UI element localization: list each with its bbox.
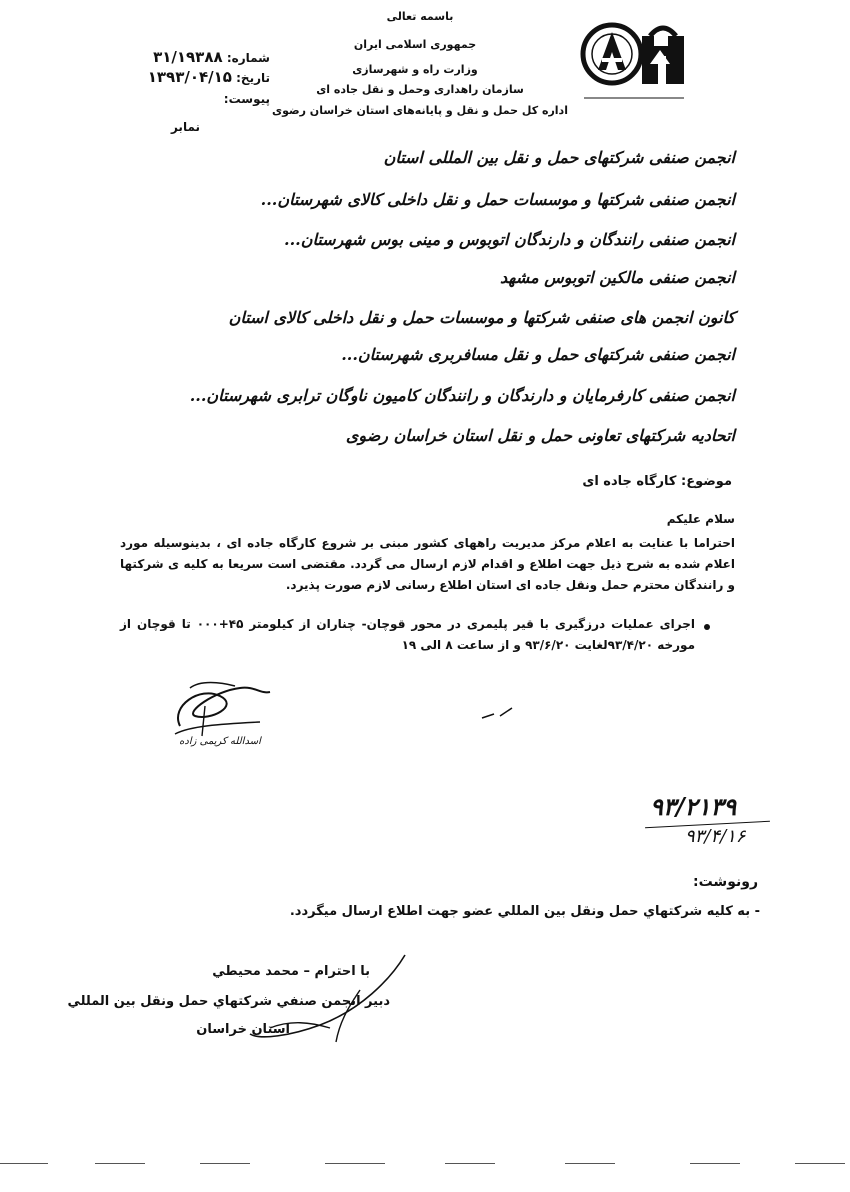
subject-value: کارگاه جاده ای bbox=[582, 474, 677, 489]
letter-date-row bbox=[125, 68, 270, 86]
department-title: اداره کل حمل و نقل و پایانه‌های استان خراسان رضوی bbox=[272, 104, 568, 117]
bullet-item: اجرای عملیات درزگیری با قیر پلیمری در محور قوچان- چناران از کیلومتر ۴۵+۰۰۰ تا قوچان از مورخه ۹۳/۴/۲۰لغایت ۹۳/۶/۲۰ و از ساعت ۸ الی ۱۹ bbox=[120, 617, 696, 652]
scan-artifact-line-6 bbox=[565, 1163, 615, 1164]
recipient-2: انجمن صنفی شرکتها و موسسات حمل و نقل داخلی کالای شهرستان... bbox=[260, 190, 735, 209]
scan-artifact-line-1 bbox=[0, 1163, 48, 1164]
recipient-4: انجمن صنفی مالکین اتوبوس مشهد bbox=[500, 268, 735, 287]
organization-title: سازمان راهداری وحمل و نقل جاده ای bbox=[316, 83, 524, 96]
signature bbox=[160, 676, 280, 756]
ink-mark bbox=[480, 702, 520, 722]
letter-number-row bbox=[140, 48, 270, 66]
copy-label: رونوشت: bbox=[693, 874, 758, 890]
republic-title: جمهوری اسلامی ایران bbox=[353, 38, 477, 51]
incoming-number: ۹۳/۲۱۳۹ bbox=[650, 792, 737, 821]
recipient-5: کانون انجمن های صنفی شرکتها و موسسات حمل و نقل داخلی کالای استان bbox=[228, 308, 735, 327]
recipient-1: انجمن صنفی شرکتهای حمل و نقل بین المللی استان bbox=[383, 148, 735, 167]
bullet-dot-icon bbox=[704, 624, 710, 630]
sender-signature-icon bbox=[240, 950, 410, 1050]
scan-artifact-line-4 bbox=[325, 1163, 385, 1164]
copy-text: - به كليه شركتهاي حمل ونقل بين المللي عضو جهت اطلاع ارسال ميگردد. bbox=[289, 904, 760, 919]
body-paragraph: احتراما با عنایت به اعلام مرکز مدیریت راههای کشور مبنی بر شروع کارگاه جاده ای ، بدینوسیله مورد اعلام شده به شرح ذیل جهت اطلاع و اقدام لازم ارسال می گردد. مقتضی است سریعا به کلیه ی شرکتها و رانندگان محترم حمل ونقل جاده ای استان اطلاع رسانی لازم صورت پذیرد. bbox=[120, 536, 735, 592]
recipient-3: انجمن صنفی رانندگان و دارندگان اتوبوس و مینی بوس شهرستان... bbox=[284, 230, 735, 249]
signature-name: اسدالله کریمی زاده bbox=[179, 736, 261, 747]
scan-artifact-line-3 bbox=[200, 1163, 250, 1164]
attachment-label: پیوست: bbox=[223, 92, 270, 106]
recipient-6: انجمن صنفی شرکتهای حمل و نقل مسافربری شهرستان... bbox=[341, 345, 735, 364]
regards-line: با احترام – محمد محيطي bbox=[212, 964, 370, 979]
sender-signature bbox=[240, 950, 410, 1050]
subject-row bbox=[582, 474, 732, 489]
date-value: ۱۳۹۳/۰۴/۱۵ bbox=[147, 68, 232, 86]
logo-emblem-icon bbox=[580, 14, 688, 100]
subject-label: موضوع: bbox=[681, 474, 732, 489]
bismillah: باسمه تعالی bbox=[386, 10, 454, 23]
number-label: شماره: bbox=[226, 51, 270, 65]
date-label: تاریخ: bbox=[236, 71, 270, 85]
greeting: سلام علیکم bbox=[666, 512, 735, 526]
ink-mark-icon bbox=[480, 702, 520, 722]
scan-artifact-line-7 bbox=[690, 1163, 740, 1164]
recipient-7: انجمن صنفی کارفرمایان و دارندگان و رانندگان کامیون ناوگان ترابری شهرستان... bbox=[189, 386, 735, 405]
scan-artifact-line-8 bbox=[795, 1163, 845, 1164]
ministry-title: وزارت راه و شهرسازی bbox=[352, 63, 478, 76]
recipient-8: اتحادیه شرکتهای تعاونی حمل و نقل استان خراسان رضوی bbox=[345, 426, 735, 445]
scan-artifact-line-2 bbox=[95, 1163, 145, 1164]
scan-artifact-line-5 bbox=[445, 1163, 495, 1164]
fax-label: نمابر bbox=[170, 120, 200, 134]
incoming-date: ۹۳/۴/۱۶ bbox=[685, 826, 746, 847]
organization-logo bbox=[580, 14, 688, 100]
sender-title-line1: دبير انجمن صنفي شركتهاي حمل ونقل بين المللي bbox=[67, 994, 390, 1009]
sender-title-line2: استان خراسان bbox=[196, 1022, 290, 1037]
number-value: ۳۱/۱۹۳۸۸ bbox=[153, 48, 223, 66]
